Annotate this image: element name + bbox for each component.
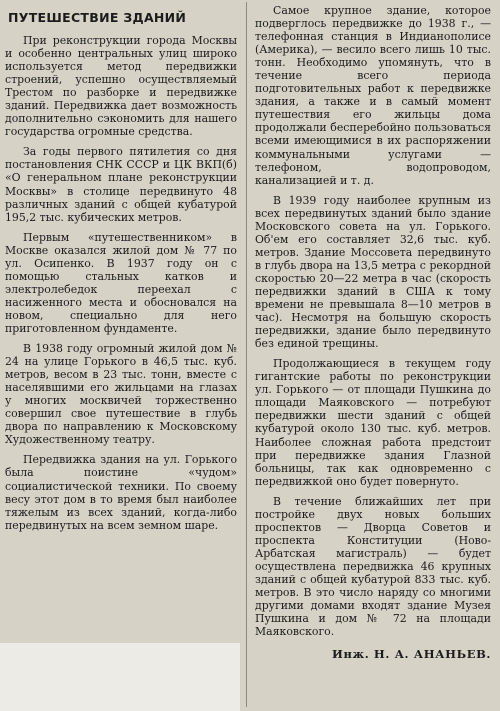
paragraph: Первым «путешественником» в Москве оказался жилой дом № 77 по ул. Осипенко. В 1937 году он с помощью стальных катков и электролебедок переехал с насиженного места и обосновался на новом, специально для него приготовленном фундаменте.	[5, 230, 237, 335]
blank-paper-area	[0, 643, 240, 711]
paragraph: За годы первого пятилетия со дня постановления СНК СССР и ЦК ВКП(б) «О генеральном плане реконструкции Москвы» в столице передвинуто 48 различных зданий с общей кубатурой 195,2 тыс. кубических метров.	[5, 145, 237, 224]
paragraph: Продолжающиеся в текущем году гигантские работы по реконструкции ул. Горького — от площади Пушкина до площади Маяковского — потребуют передвижки шести зданий с общей кубатурой около 130 тыс. куб. метров. Наиболее сложная работа предстоит при передвижке здания Глазной больницы, так как одновременно с передвижкой оно будет повернуто.	[255, 357, 491, 488]
paragraph: В 1938 году огромный жилой дом № 24 на улице Горького в 46,5 тыс. куб. метров, весом в 23 тыс. тонн, вместе с населявшими его жильцами на глазах у многих москвичей торжественно совершил свое путешествие в глубь двора по направлению к Московскому Художественному театру.	[5, 342, 237, 447]
author-signature: Инж. Н. А. АНАНЬЕВ.	[332, 647, 491, 662]
right-column	[255, 4, 491, 661]
paragraph: В течение ближайших лет при постройке двух новых больших проспектов — Дворца Советов и проспекта Конституции (Ново-Арбатская магистраль) — будет осуществлена передвижка 46 крупных зданий с общей кубатурой 833 тыс. куб. метров. В это число наряду со многими другими домами входят здание Музея Пушкина и дом № 72 на площади Маяковского.	[255, 494, 491, 639]
paragraph: Самое крупное здание, которое подверглось передвижке до 1938 г., — телефонная станция в Индианополисе (Америка), — весило всего лишь 10 тыс. тонн. Необходимо упомянуть, что в течение всего периода подготовительных работ к передвижке здания, а также и в самый момент путешествия его жильцы дома продолжали бесперебойно пользоваться всеми имеющимися в их распоряжении коммунальными услугами — телефоном, водопроводом, канализацией и т. д.	[255, 4, 491, 187]
column-divider	[246, 2, 247, 707]
paragraph: Передвижка здания на ул. Горького была поистине «чудом» социалистической техники. По своему весу этот дом в то время был наиболее тяжелым из всех зданий, когда-либо передвинутых на всем земном шаре.	[5, 453, 237, 532]
article-title: ПУТЕШЕСТВИЕ ЗДАНИЙ	[8, 10, 187, 25]
left-column	[5, 4, 237, 539]
paragraph: При реконструкции города Москвы и особенно центральных улиц широко используется метод передвижки строений, успешно осуществляемый Трестом по разборке и передвижке зданий. Передвижка дает возможность дополнительно сэкономить для нашего государства огромные средства.	[5, 34, 237, 139]
paragraph: В 1939 году наиболее крупным из всех передвинутых зданий было здание Московского совета на ул. Горького. Об'ем его составляет 32,6 тыс. куб. метров. Здание Моссовета передвинуто в глубь двора на 13,5 метра с рекордной скоростью 20—22 метра в час (скорость передвижки зданий в США к тому времени не превышала 8—10 метров в час). Несмотря на большую скорость передвижки, здание было передвинуто без единой трещины.	[255, 193, 491, 351]
